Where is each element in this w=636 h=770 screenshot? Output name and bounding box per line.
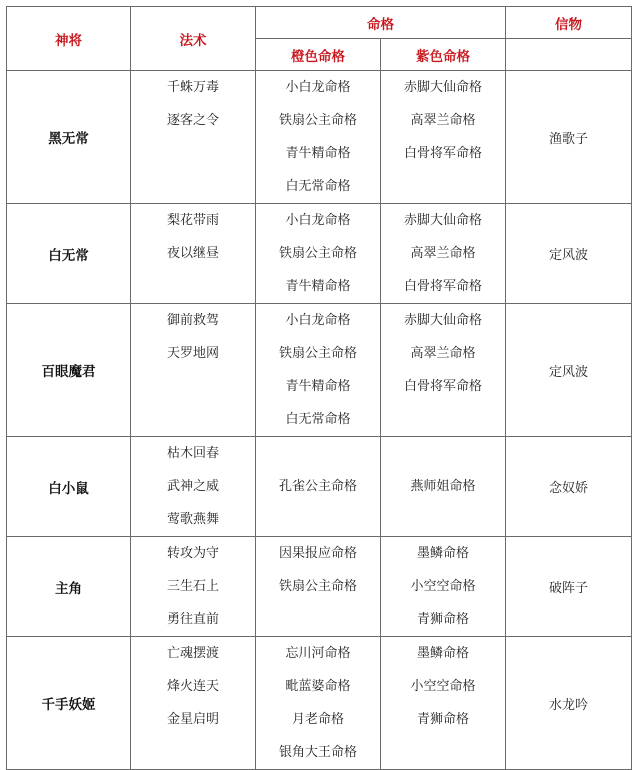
orange-fate-item: 毗蓝婆命格 (285, 679, 351, 694)
orange-fate-item: 忘川河命格 (285, 646, 351, 661)
spell-item: 夜以继昼 (166, 246, 219, 261)
orange-fate-item: 铁扇公主命格 (278, 113, 357, 128)
orange-fate-cell (256, 637, 381, 770)
purple-fate-item: 燕师姐命格 (410, 479, 476, 494)
orange-fate-cell (256, 537, 381, 637)
table-row (7, 204, 632, 304)
general-name: 白无常 (7, 204, 131, 304)
orange-fate-item: 铁扇公主命格 (278, 246, 357, 261)
purple-fate-item: 高翠兰命格 (410, 113, 476, 128)
orange-fate-item: 铁扇公主命格 (278, 346, 357, 361)
spell-item: 天罗地网 (166, 346, 219, 361)
purple-fate-cell (381, 304, 506, 437)
header-row-top (7, 7, 632, 39)
header-fate: 命格 (256, 7, 506, 39)
orange-fate-item: 青牛精命格 (285, 146, 351, 161)
token-cell: 破阵子 (506, 537, 632, 637)
purple-fate-item: 高翠兰命格 (410, 246, 476, 261)
orange-fate-item: 青牛精命格 (285, 379, 351, 394)
purple-fate-cell (381, 537, 506, 637)
orange-fate-item: 白无常命格 (285, 179, 351, 194)
orange-fate-item: 银角大王命格 (278, 745, 357, 760)
orange-fate-item: 因果报应命格 (278, 546, 357, 561)
purple-fate-item: 青狮命格 (416, 712, 469, 727)
orange-fate-item: 青牛精命格 (285, 279, 351, 294)
general-name: 百眼魔君 (7, 304, 131, 437)
purple-fate-cell (381, 437, 506, 537)
table-row (7, 304, 632, 437)
spells-cell (131, 71, 256, 204)
spells-cell (131, 637, 256, 770)
spell-item: 三生石上 (166, 579, 219, 594)
spell-item: 亡魂摆渡 (166, 646, 219, 661)
spells-cell (131, 537, 256, 637)
purple-fate-item: 墨鳞命格 (416, 546, 469, 561)
purple-fate-item: 白骨将军命格 (403, 279, 482, 294)
orange-fate-cell (256, 204, 381, 304)
general-name: 主角 (7, 537, 131, 637)
spell-item: 金星启明 (166, 712, 219, 727)
token-cell: 定风波 (506, 204, 632, 304)
purple-fate-item: 高翠兰命格 (410, 346, 476, 361)
purple-fate-item: 赤脚大仙命格 (403, 80, 482, 95)
orange-fate-cell (256, 437, 381, 537)
token-cell: 渔歌子 (506, 71, 632, 204)
purple-fate-item: 小空空命格 (410, 679, 476, 694)
table-body (7, 71, 632, 770)
table-row (7, 71, 632, 204)
header-spells: 法术 (131, 7, 256, 71)
orange-fate-item: 小白龙命格 (285, 313, 351, 328)
spells-cell (131, 437, 256, 537)
spell-item: 枯木回春 (166, 446, 219, 461)
token-cell: 念奴娇 (506, 437, 632, 537)
purple-fate-item: 赤脚大仙命格 (403, 213, 482, 228)
spells-cell (131, 204, 256, 304)
purple-fate-cell (381, 71, 506, 204)
purple-fate-cell (381, 204, 506, 304)
header-token-sub (506, 39, 632, 71)
general-name: 白小鼠 (7, 437, 131, 537)
fate-table (6, 6, 632, 770)
orange-fate-item: 月老命格 (291, 712, 344, 727)
spell-item: 逐客之令 (166, 113, 219, 128)
orange-fate-item: 孔雀公主命格 (278, 479, 357, 494)
purple-fate-item: 赤脚大仙命格 (403, 313, 482, 328)
purple-fate-item: 墨鳞命格 (416, 646, 469, 661)
general-name: 黑无常 (7, 71, 131, 204)
header-token: 信物 (506, 7, 632, 39)
spell-item: 莺歌燕舞 (166, 512, 219, 527)
orange-fate-item: 小白龙命格 (285, 213, 351, 228)
spell-item: 转攻为守 (166, 546, 219, 561)
purple-fate-cell (381, 637, 506, 770)
orange-fate-cell (256, 71, 381, 204)
spell-item: 梨花带雨 (166, 213, 219, 228)
token-cell: 水龙吟 (506, 637, 632, 770)
table-row (7, 537, 632, 637)
purple-fate-item: 青狮命格 (416, 612, 469, 627)
orange-fate-item: 铁扇公主命格 (278, 579, 357, 594)
purple-fate-item: 小空空命格 (410, 579, 476, 594)
purple-fate-item: 白骨将军命格 (403, 146, 482, 161)
spell-item: 千蛛万毒 (166, 80, 219, 95)
header-purple: 紫色命格 (381, 39, 506, 71)
header-orange: 橙色命格 (256, 39, 381, 71)
orange-fate-item: 小白龙命格 (285, 80, 351, 95)
table-row (7, 637, 632, 770)
spells-cell (131, 304, 256, 437)
token-cell: 定风波 (506, 304, 632, 437)
spell-item: 勇往直前 (166, 612, 219, 627)
table-row (7, 437, 632, 537)
purple-fate-item: 白骨将军命格 (403, 379, 482, 394)
general-name: 千手妖姬 (7, 637, 131, 770)
spell-item: 烽火连天 (166, 679, 219, 694)
orange-fate-cell (256, 304, 381, 437)
header-general: 神将 (7, 7, 131, 71)
spell-item: 武神之威 (166, 479, 219, 494)
spell-item: 御前救驾 (166, 313, 219, 328)
orange-fate-item: 白无常命格 (285, 412, 351, 427)
